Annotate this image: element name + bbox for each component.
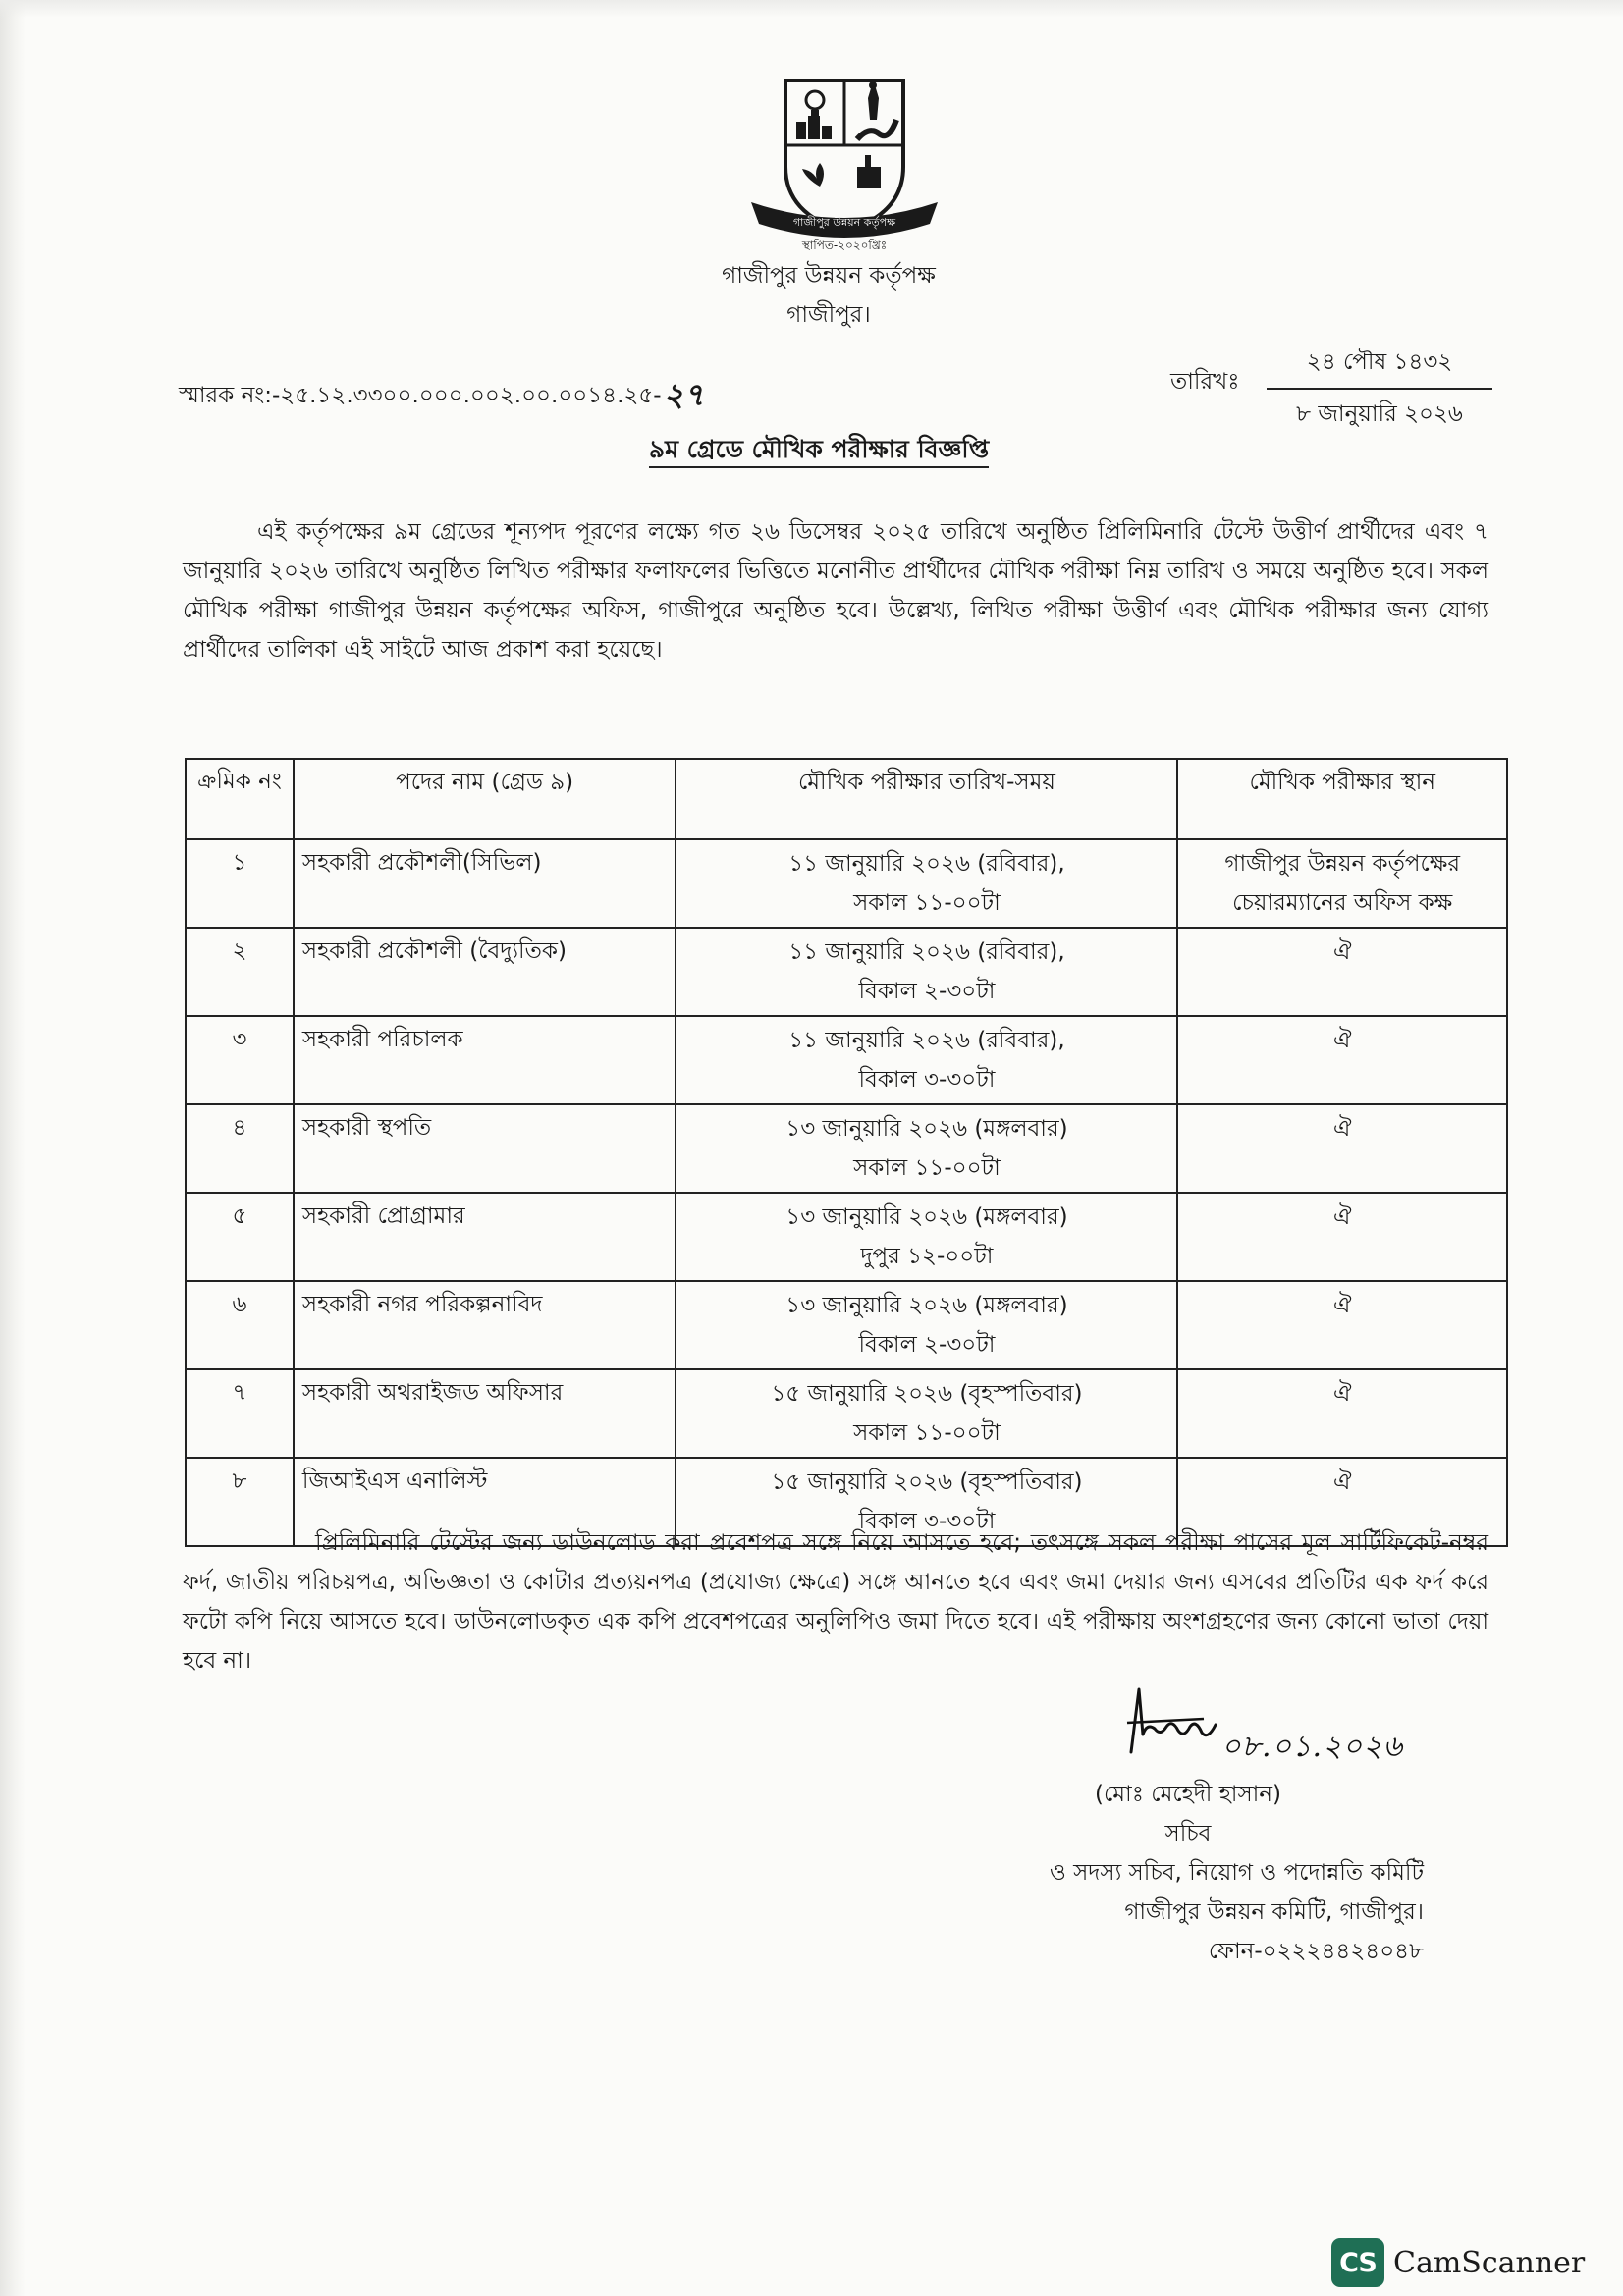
table-row — [186, 928, 1507, 1016]
notice-title — [0, 430, 1623, 472]
cell-post: সহকারী অথরাইজড অফিসার — [294, 1369, 676, 1458]
signatory-role-line2: গাজীপুর উন্নয়ন কমিটি, গাজীপুর। — [1124, 1899, 1424, 1925]
date-bangla: ২৪ পৌষ ১৪৩২ — [1267, 344, 1492, 390]
cell-serial: ৬ — [186, 1281, 294, 1369]
date-block — [1267, 344, 1492, 434]
cell-datetime — [676, 1281, 1177, 1369]
memo-handwritten-number: ২৭ — [663, 376, 705, 413]
table-header-row — [186, 759, 1507, 839]
scan-shadow-left — [0, 0, 26, 2296]
cell-date: ১৩ জানুয়ারি ২০২৬ (মঙ্গলবার) — [785, 1116, 1068, 1142]
cell-post: সহকারী স্থপতি — [294, 1104, 676, 1193]
organization-city: গাজীপুর। — [786, 302, 871, 328]
cell-venue: গাজীপুর উন্নয়ন কর্তৃপক্ষের চেয়ারম্যানের অফিস কক্ষ — [1177, 839, 1507, 928]
signature-date: ০৮.০১.২০২৬ — [1221, 1730, 1404, 1764]
cell-date: ১১ জানুয়ারি ২০২৬ (রবিবার), — [788, 939, 1065, 965]
memo-label: স্মারক নং:-২৫.১২.৩৩০০.০০০.০০২.০০.০০১৪.২৫- — [179, 383, 662, 408]
cell-date: ১৩ জানুয়ারি ২০২৬ (মঙ্গলবার) — [785, 1204, 1068, 1230]
cell-time: বিকাল ২-৩০টা — [858, 979, 996, 1004]
cell-time: সকাল ১১-০০টা — [853, 1420, 1001, 1446]
camscanner-watermark — [1331, 2240, 1585, 2285]
table-row — [186, 1369, 1507, 1458]
cell-venue: ঐ — [1177, 1016, 1507, 1104]
cell-date: ১৫ জানুয়ারি ২০২৬ (বৃহস্পতিবার) — [771, 1381, 1083, 1407]
cell-venue: ঐ — [1177, 1104, 1507, 1193]
header-serial: ক্রমিক নং — [186, 759, 294, 839]
signatory-designation: সচিব — [1164, 1821, 1212, 1846]
cell-date: ১১ জানুয়ারি ২০২৬ (রবিবার), — [788, 851, 1065, 877]
cell-post: সহকারী নগর পরিকল্পনাবিদ — [294, 1281, 676, 1369]
cell-post: সহকারী প্রকৌশলী(সিভিল) — [294, 839, 676, 928]
cell-datetime — [676, 1104, 1177, 1193]
cell-serial: ৭ — [186, 1369, 294, 1458]
cell-datetime — [676, 1369, 1177, 1458]
cell-post: সহকারী পরিচালক — [294, 1016, 676, 1104]
scan-shadow-top — [0, 0, 1623, 18]
cell-date: ১৫ জানুয়ারি ২০২৬ (বৃহস্পতিবার) — [771, 1469, 1083, 1495]
cell-time: বিকাল ৩-৩০টা — [858, 1067, 996, 1093]
cell-time: বিকাল ৩-৩০টা — [858, 1509, 996, 1534]
date-english: ৮ জানুয়ারি ২০২৬ — [1296, 401, 1463, 427]
cell-post: জিআইএস এনালিস্ট — [294, 1458, 676, 1546]
cell-post: সহকারী প্রকৌশলী (বৈদ্যুতিক) — [294, 928, 676, 1016]
cell-venue: ঐ — [1177, 1193, 1507, 1281]
signatory-role-line1: ও সদস্য সচিব, নিয়োগ ও পদোন্নতি কমিটি — [1049, 1860, 1424, 1886]
cell-venue: ঐ — [1177, 1281, 1507, 1369]
cell-serial: ৩ — [186, 1016, 294, 1104]
cell-venue: ঐ — [1177, 928, 1507, 1016]
cell-date: ১১ জানুয়ারি ২০২৬ (রবিবার), — [788, 1028, 1065, 1053]
cell-datetime — [676, 1193, 1177, 1281]
cell-time: বিকাল ২-৩০টা — [858, 1332, 996, 1358]
signatory-name: (মোঃ মেহেদী হাসান) — [1094, 1782, 1282, 1807]
table-row — [186, 1016, 1507, 1104]
cell-serial: ৮ — [186, 1458, 294, 1546]
cell-venue: ঐ — [1177, 1369, 1507, 1458]
intro-paragraph: এই কর্তৃপক্ষের ৯ম গ্রেডের শূন্যপদ পূরণের লক্ষ্যে গত ২৬ ডিসেম্বর ২০২৫ তারিখে অনুষ্ঠিত প্রিলিমিনারি টেস্টে উত্তীর্ণ প্রার্থীদের এবং ৭ জানুয়ারি ২০২৬ তারিখে অনুষ্ঠিত লিখিত পরীক্ষার ফলাফলের ভিত্তিতে মনোনীত প্রার্থীদের মৌখিক পরীক্ষা নিম্ন তারিখ ও সময়ে অনুষ্ঠিত হবে। সকল মৌখিক পরীক্ষা গাজীপুর উন্নয়ন কর্তৃপক্ষের অফিস, গাজীপুরে অনুষ্ঠিত হবে। উল্লেখ্য, লিখিত পরীক্ষা উত্তীর্ণ এবং মৌখিক পরীক্ষার জন্য যোগ্য প্রার্থীদের তালিকা এই সাইটে আজ প্রকাশ করা হয়েছে। — [183, 519, 1488, 663]
cell-date: ১৩ জানুয়ারি ২০২৬ (মঙ্গলবার) — [785, 1293, 1068, 1318]
cell-datetime — [676, 1016, 1177, 1104]
camscanner-text: CamScanner — [1393, 2245, 1586, 2280]
header-venue: মৌখিক পরীক্ষার স্থান — [1177, 759, 1507, 839]
cell-datetime — [676, 839, 1177, 928]
table-row — [186, 1193, 1507, 1281]
table-row — [186, 1281, 1507, 1369]
cell-serial: ৫ — [186, 1193, 294, 1281]
cell-serial: ১ — [186, 839, 294, 928]
table-body — [186, 839, 1507, 1546]
header-datetime: মৌখিক পরীক্ষার তারিখ-সময় — [676, 759, 1177, 839]
signatory-block — [943, 1775, 1434, 1971]
table-row — [186, 1104, 1507, 1193]
cell-time: সকাল ১১-০০টা — [853, 890, 1001, 916]
emblem-established-text: স্থাপিত-২০২০খ্রিঃ — [801, 239, 888, 252]
table-row — [186, 839, 1507, 928]
cell-post: সহকারী প্রোগ্রামার — [294, 1193, 676, 1281]
closing-paragraph: প্রিলিমিনারি টেস্টের জন্য ডাউনলোড করা প্রবেশপত্র সঙ্গে নিয়ে আসতে হবে; তৎসঙ্গে সকল পরীক্ষা পাসের মূল সার্টিফিকেট-নম্বর ফর্দ, জাতীয় পরিচয়পত্র, অভিজ্ঞতা ও কোটার প্রত্যয়নপত্র (প্রযোজ্য ক্ষেত্রে) সঙ্গে আনতে হবে এবং জমা দেয়ার জন্য এসবের প্রতিটির এক ফর্দ করে ফটো কপি নিয়ে আসতে হবে। ডাউনলোডকৃত এক কপি প্রবেশপত্রের অনুলিপিও জমা দিতে হবে। এই পরীক্ষায় অংশগ্রহণের জন্য কোনো ভাতা দেয়া হবে না। — [183, 1530, 1488, 1674]
cell-venue: ঐ — [1177, 1458, 1507, 1546]
interview-schedule-table — [185, 758, 1508, 1547]
cell-time: দুপুর ১২-০০টা — [860, 1244, 994, 1269]
cell-datetime — [676, 928, 1177, 1016]
organization-name: গাজীপুর উন্নয়ন কর্তৃপক্ষ — [722, 263, 936, 289]
camscanner-logo-icon: CS — [1331, 2238, 1384, 2287]
notice-title-text: ৯ম গ্রেডে মৌখিক পরীক্ষার বিজ্ঞপ্তি — [649, 435, 989, 468]
cell-serial: ৪ — [186, 1104, 294, 1193]
organization-emblem — [741, 77, 947, 253]
date-label: তারিখঃ — [1170, 369, 1240, 395]
header-post: পদের নাম (গ্রেড ৯) — [294, 759, 676, 839]
cell-time: সকাল ১১-০০টা — [853, 1155, 1001, 1181]
emblem-banner-text: গাজীপুর উন্নয়ন কর্তৃপক্ষ — [792, 216, 896, 229]
cell-serial: ২ — [186, 928, 294, 1016]
memo-number — [179, 367, 704, 420]
signatory-phone: ফোন-০২২২৪৪২৪০৪৮ — [1208, 1939, 1424, 1964]
